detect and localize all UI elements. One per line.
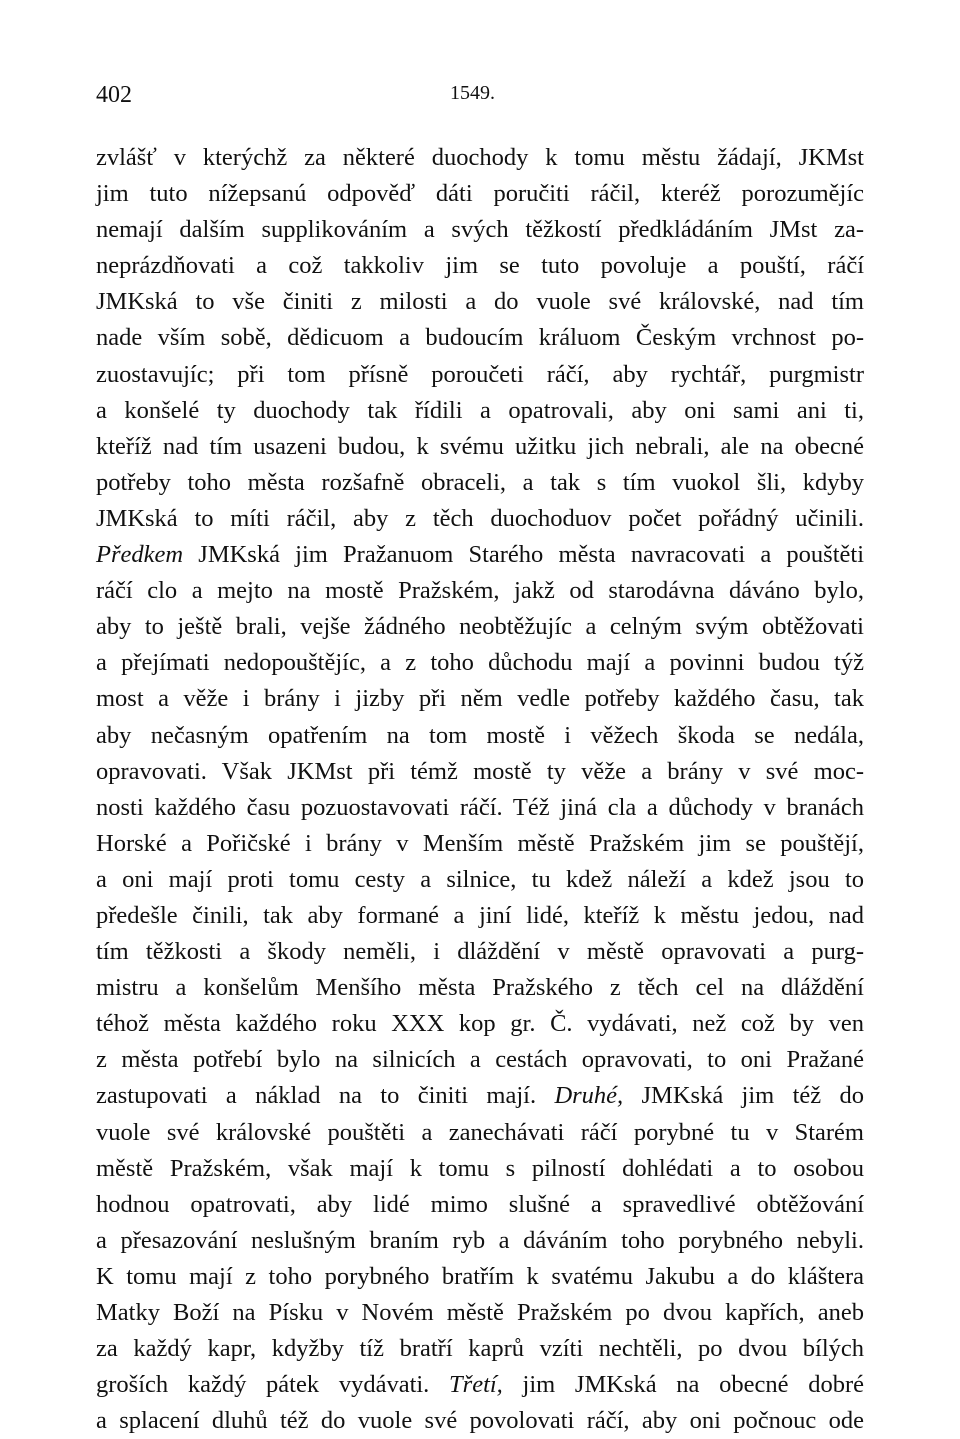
text-line — [96, 573, 864, 609]
text-segment: hodnou opatrovati, aby lidé mimo slušné a spravedlivé obtěžování — [96, 1190, 864, 1218]
text-segment: JMKská to míti ráčil, aby z těch duochoduov počet pořádný učinili. — [96, 504, 864, 532]
text-segment: zvlášť v kterýchž za některé duochody k tomu městu žádají, JKMst — [96, 144, 864, 171]
text-segment: předešle činili, tak aby formané a jiní lidé, kteříž k městu jedou, nad — [96, 901, 864, 929]
text-segment: zastupovati a náklad na to činiti mají. — [96, 1082, 555, 1110]
text-segment: JMKská to vše činiti z milosti a do vuole své královské, nad tím — [96, 288, 864, 316]
text-segment: vuole své královské pouštěti a zanechávati ráčí porybné tu v Starém — [96, 1118, 864, 1146]
text-line — [96, 1331, 864, 1367]
text-segment: nosti každého času pozuostavovati ráčí. Též jiná cla a důchody v branách — [96, 793, 864, 821]
text-segment: neprázdňovati a což takkoliv jim se tuto povoluje a pouští, ráčí — [96, 252, 864, 280]
page-header — [96, 82, 864, 118]
text-segment: opravovati. Však JKMst při témž mostě ty věže a brány v své moc- — [96, 757, 864, 785]
text-line — [96, 248, 864, 284]
text-segment: téhož města každého roku XXX kop gr. Č. vydávati, než což by ven — [96, 1010, 864, 1038]
text-segment: a splacení dluhů též do vuole své povolovati ráčí, aby oni počnouc ode — [96, 1407, 864, 1435]
text-line — [96, 429, 864, 465]
text-segment: jim JMKská na obecné dobré — [502, 1371, 865, 1399]
text-segment: most a věže i brány i jizby při něm vedle potřeby každého času, tak — [96, 685, 864, 713]
text-segment: z města potřebí bylo na silnicích a cestách opravovati, to oni Pražané — [96, 1046, 864, 1074]
text-line — [96, 862, 864, 898]
text-line — [96, 1042, 864, 1078]
text-segment: a přejímati nedopouštějíc, a z toho důchodu mají a povinni budou týž — [96, 649, 864, 677]
text-segment: a oni mají proti tomu cesty a silnice, tu kdež náleží a kdež jsou to — [96, 865, 864, 893]
text-line — [96, 645, 864, 681]
text-line — [96, 176, 864, 212]
text-line — [96, 1259, 864, 1295]
text-line — [96, 1367, 864, 1403]
text-segment: mistru a konšelům Menšího města Pražského z těch cel na dláždění — [96, 974, 864, 1002]
text-line — [96, 826, 864, 862]
text-line — [96, 393, 864, 429]
text-segment: JMKská jim též do — [623, 1082, 864, 1110]
text-line — [96, 970, 864, 1006]
text-line — [96, 1187, 864, 1223]
text-line — [96, 501, 864, 537]
text-segment: nemají dalším supplikováním a svých těžkostí předkládáním JMst za- — [96, 216, 864, 244]
text-line — [96, 465, 864, 501]
text-segment: aby to ještě brali, vejše žádného neobtěžujíc a celným svým obtěžovati — [96, 613, 864, 641]
text-line — [96, 1115, 864, 1151]
text-line — [96, 357, 864, 393]
text-segment: aby nečasným opatřením na tom mostě i věžech škoda se nedála, — [96, 721, 864, 749]
text-line — [96, 1078, 864, 1114]
text-line — [96, 718, 864, 754]
text-segment: K tomu mají z toho porybného bratřím k svatému Jakubu a do kláštera — [96, 1262, 864, 1290]
text-line — [96, 320, 864, 356]
text-segment: městě Pražském, však mají k tomu s pilností dohlédati a to osobou — [96, 1154, 864, 1182]
text-segment: potřeby toho města rozšafně obraceli, a tak s tím vuokol šli, kdyby — [96, 468, 864, 496]
text-line — [96, 284, 864, 320]
running-head-year: 1549. — [450, 82, 495, 104]
text-line — [96, 898, 864, 934]
text-line — [96, 1151, 864, 1187]
text-line — [96, 934, 864, 970]
text-line — [96, 1295, 864, 1331]
text-line — [96, 140, 864, 176]
text-segment: JMKská jim Pražanuom Starého města navracovati a pouštěti — [183, 541, 864, 569]
text-line — [96, 609, 864, 645]
text-segment: tím těžkosti a škody neměli, i dláždění v městě opravovati a purg- — [96, 938, 864, 966]
text-line — [96, 212, 864, 248]
text-segment: Horské a Pořičské i brány v Menším městě Pražském jim se pouštějí, — [96, 829, 864, 857]
text-segment: ráčí clo a mejto na mostě Pražském, jakž od starodávna dáváno bylo, — [96, 577, 864, 605]
text-line — [96, 754, 864, 790]
text-segment: a konšelé ty duochody tak řídili a opatrovali, aby oni sami ani ti, — [96, 396, 864, 424]
italic-keyword: Třetí, — [449, 1371, 503, 1399]
text-line — [96, 1223, 864, 1259]
italic-keyword: Druhé, — [554, 1082, 624, 1110]
text-segment: zuostavujíc; při tom přísně poroučeti ráčí, aby rychtář, purgmistr — [96, 360, 864, 388]
italic-keyword: Předkem — [96, 541, 184, 569]
text-line — [96, 537, 864, 573]
text-segment: groších každý pátek vydávati. — [96, 1371, 450, 1399]
text-line — [96, 1403, 864, 1439]
text-line — [96, 1006, 864, 1042]
text-segment: jim tuto nížepsanú odpověď dáti poručiti ráčil, kteréž porozumějíc — [96, 180, 864, 208]
text-line — [96, 681, 864, 717]
text-segment: Matky Boží na Písku v Novém městě Pražském po dvou kapřích, aneb — [96, 1299, 864, 1326]
text-line — [96, 790, 864, 826]
text-segment: nade vším sobě, dědicuom a budoucím králuom Českým vrchnost po- — [96, 324, 864, 352]
text-segment: za každý kapr, kdyžby tíž bratří kaprů vzíti nechtěli, po dvou bílých — [96, 1335, 864, 1363]
text-segment: a přesazování neslušným braním ryb a dáváním toho porybného nebyli. — [96, 1226, 864, 1254]
page-number: 402 — [96, 82, 132, 108]
body-text — [96, 140, 864, 1439]
text-segment: kteříž nad tím usazeni budou, k svému užitku jich nebrali, ale na obecné — [96, 432, 864, 460]
